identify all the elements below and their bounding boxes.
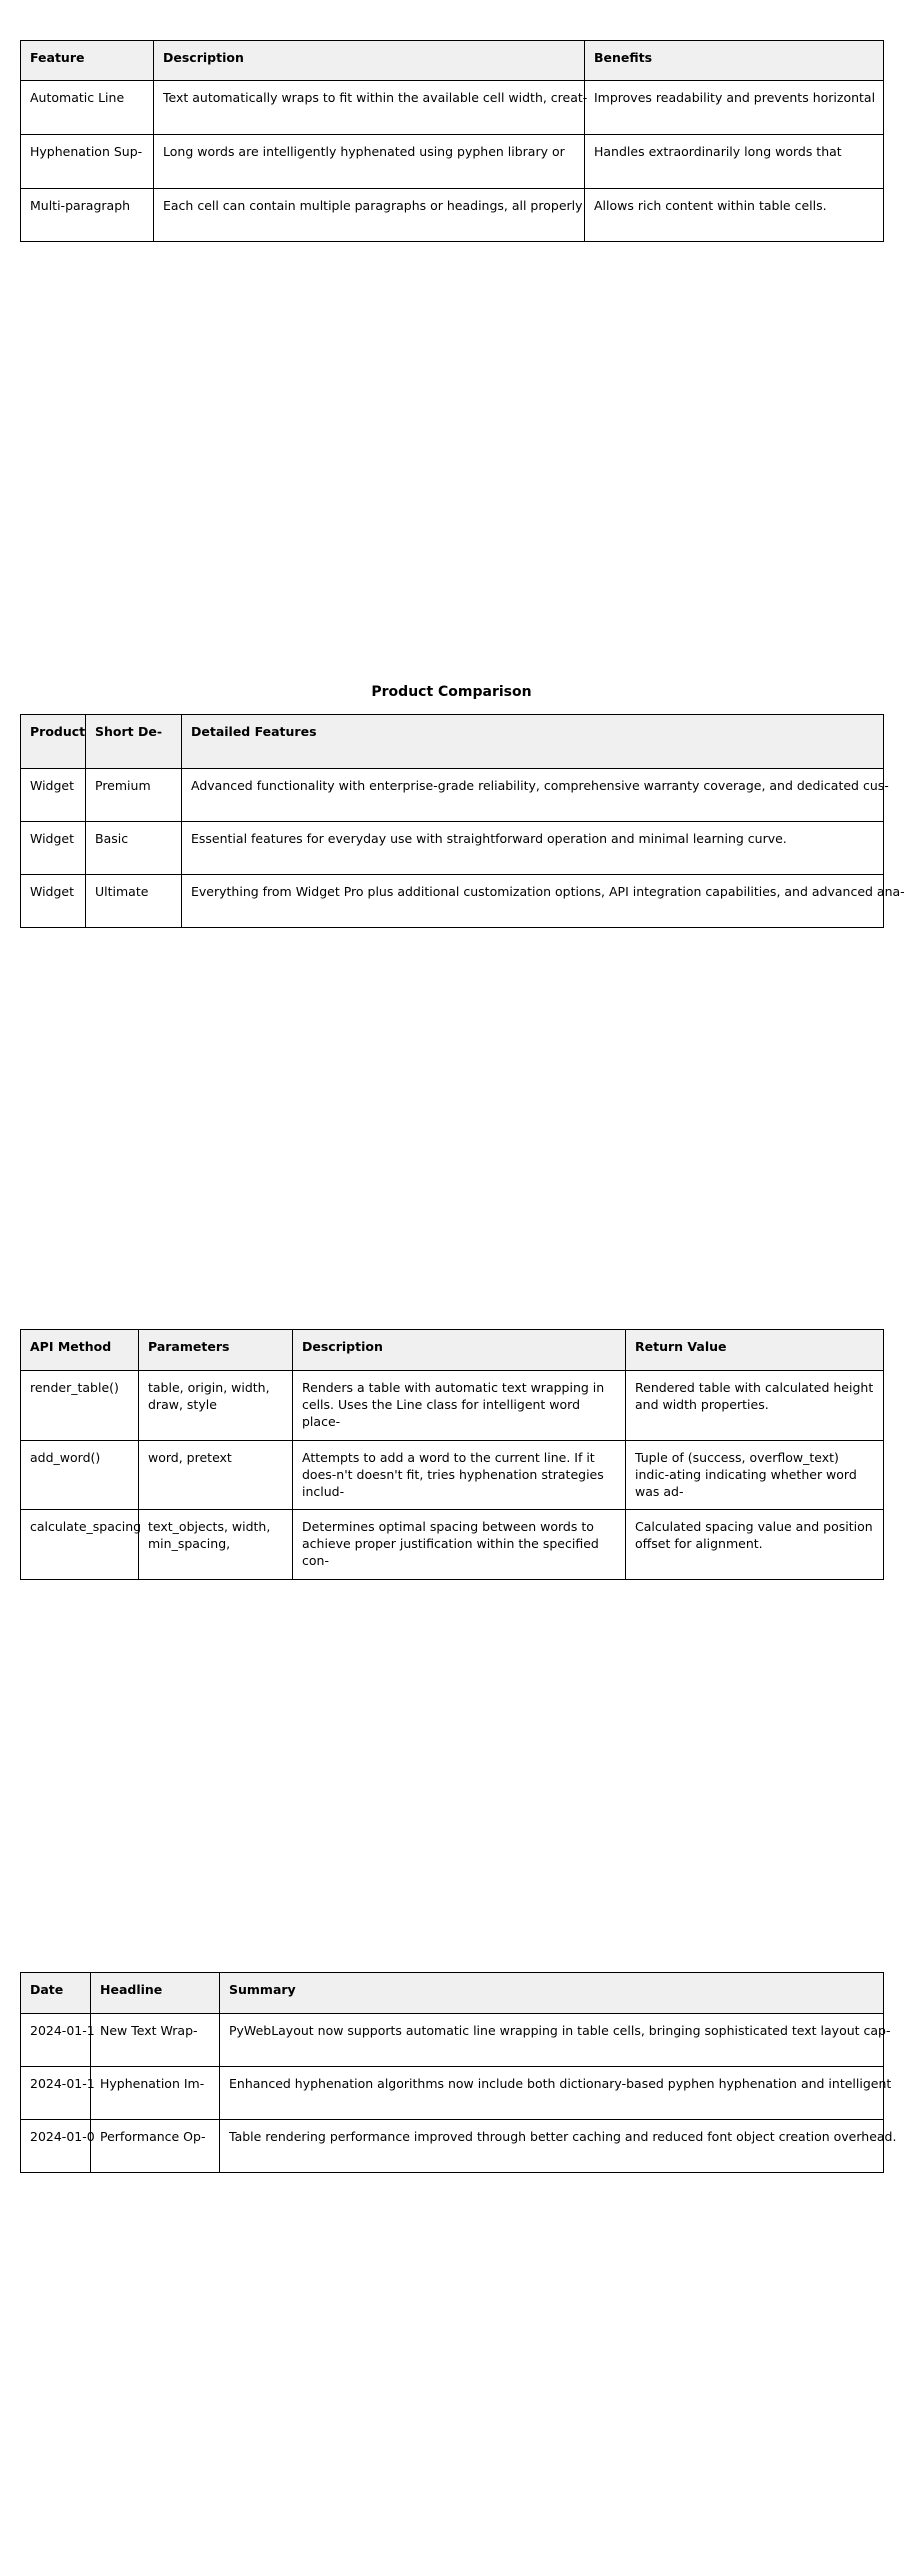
table-cell: 2024-01-0 [21,2120,91,2173]
table-header-row [21,41,884,81]
table-header-row [21,1330,884,1371]
column-header: Feature [21,41,154,81]
api-methods-table [20,1329,884,1580]
table-row [21,2120,884,2173]
column-header: Summary [220,1973,884,2014]
table-cell: Essential features for everyday use with straightforward operation and minimal learning curve. [182,822,884,875]
table-row [21,1510,884,1580]
table-header-row [21,715,884,769]
table-cell: add_word() [21,1441,139,1510]
table-row [21,875,884,928]
table-row [21,1441,884,1510]
table-cell: Handles extraordinarily long words that [585,135,884,189]
table-row [21,189,884,242]
table-caption: Product Comparison [371,684,532,700]
table-cell: table, origin, width, draw, style [139,1371,293,1441]
table-cell: Allows rich content within table cells. [585,189,884,242]
table-cell: New Text Wrap- [91,2014,220,2067]
table-cell: Rendered table with calculated height and width properties. [626,1371,884,1441]
column-header: Benefits [585,41,884,81]
table-row [21,822,884,875]
table-cell: Renders a table with automatic text wrapping in cells. Uses the Line class for intelligent word place- [293,1371,626,1441]
column-header: Detailed Features [182,715,884,769]
column-header: API Method [21,1330,139,1371]
table-row [21,2067,884,2120]
table-cell: Hyphenation Sup- [21,135,154,189]
column-header: Description [293,1330,626,1371]
table-header-row [21,1973,884,2014]
table-cell: Hyphenation Im- [91,2067,220,2120]
table-cell: Table rendering performance improved through better caching and reduced font object creation overhead. [220,2120,884,2173]
product-comparison-table [20,714,905,928]
table-cell: Text automatically wraps to fit within the available cell width, creat- [154,81,585,135]
column-header: Parameters [139,1330,293,1371]
table-cell: Premium [86,769,182,822]
table-cell: Automatic Line [21,81,154,135]
table-cell: Widget [21,769,86,822]
table-row [21,2014,884,2067]
table-cell: Multi-paragraph [21,189,154,242]
column-header: Description [154,41,585,81]
table-row [21,81,884,135]
table-cell: text_objects, width, min_spacing, [139,1510,293,1580]
column-header: Product [21,715,86,769]
news-table [20,1972,897,2173]
table-cell: Basic [86,822,182,875]
table-cell: word, pretext [139,1441,293,1510]
table-cell: Performance Op- [91,2120,220,2173]
column-header: Return Value [626,1330,884,1371]
table-cell: render_table() [21,1371,139,1441]
column-header: Headline [91,1973,220,2014]
table-cell: Tuple of (success, overflow_text) indic-ating indicating whether word was ad- [626,1441,884,1510]
table-cell: Widget [21,822,86,875]
table-cell: calculate_spacing [21,1510,139,1580]
table-cell: Each cell can contain multiple paragraphs or headings, all properly [154,189,585,242]
table-cell: 2024-01-1 [21,2014,91,2067]
table-cell: Determines optimal spacing between words to achieve proper justification within the specified con- [293,1510,626,1580]
table-cell: PyWebLayout now supports automatic line wrapping in table cells, bringing sophisticated text layout cap- [220,2014,884,2067]
table-cell: Ultimate [86,875,182,928]
column-header: Date [21,1973,91,2014]
table-row [21,1371,884,1441]
table-cell: Improves readability and prevents horizontal [585,81,884,135]
table-cell: Widget [21,875,86,928]
features-table [20,40,884,242]
table-cell: Calculated spacing value and position offset for alignment. [626,1510,884,1580]
table-cell: Attempts to add a word to the current line. If it does-n't doesn't fit, tries hyphenation strategies includ- [293,1441,626,1510]
table-cell: Enhanced hyphenation algorithms now include both dictionary-based pyphen hyphenation and intelligent [220,2067,884,2120]
table-cell: Everything from Widget Pro plus additional customization options, API integration capabilities, and advanced ana- [182,875,884,928]
table-cell: Advanced functionality with enterprise-grade reliability, comprehensive warranty coverage, and dedicated cus- [182,769,884,822]
table-cell: 2024-01-1 [21,2067,91,2120]
table-cell: Long words are intelligently hyphenated using pyphen library or [154,135,585,189]
table-row [21,769,884,822]
table-row [21,135,884,189]
column-header: Short De- [86,715,182,769]
